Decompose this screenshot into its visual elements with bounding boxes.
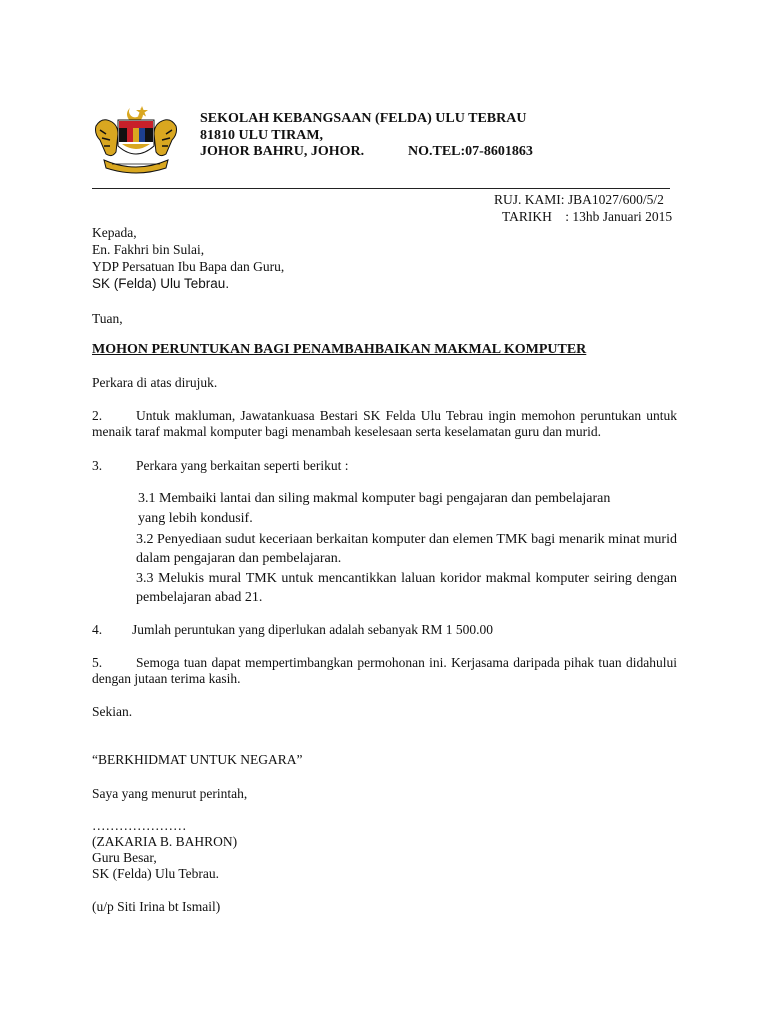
date-label: TARIKH — [502, 209, 552, 224]
attention-of: (u/p Siti Irina bt Ismail) — [92, 899, 221, 914]
address-line-1: 81810 ULU TIRAM, — [200, 128, 324, 143]
item-3-1-line-2: yang lebih kondusif. — [138, 511, 253, 526]
ruj-label: RUJ. KAMI: — [494, 192, 565, 207]
paragraph-3-text: Perkara yang berkaitan seperti berikut : — [136, 458, 349, 473]
signatory-name: (ZAKARIA B. BAHRON) — [92, 834, 238, 849]
header-divider — [92, 188, 670, 189]
signatory-school: SK (Felda) Ulu Tebrau. — [92, 866, 220, 881]
salutation: Tuan, — [92, 311, 123, 326]
ruj-value: JBA1027/600/5/2 — [567, 192, 664, 207]
item-3-3: 3.3 Melukis mural TMK untuk mencantikkan laluan koridor makmal komputer seiring dengan pembelajaran abad 21. — [136, 571, 677, 605]
signature-dots: ………………… — [92, 818, 187, 833]
closing-sekian: Sekian. — [92, 704, 133, 719]
letter-date — [502, 209, 672, 225]
paragraph-5-number: 5. — [92, 655, 103, 670]
signatory-title: Guru Besar, — [92, 850, 157, 865]
address-line-2: JOHOR BAHRU, JOHOR. — [200, 144, 365, 159]
paragraph-1: Perkara di atas dirujuk. — [92, 375, 218, 390]
paragraph-4-number: 4. — [92, 622, 103, 637]
item-3-1-line-1: 3.1 Membaiki lantai dan siling makmal komputer bagi pengajaran dan pembelajaran — [138, 491, 611, 506]
closing-motto: “BERKHIDMAT UNTUK NEGARA” — [92, 752, 303, 767]
recipient-name: En. Fakhri bin Sulai, — [92, 242, 205, 257]
reference-number — [494, 192, 664, 208]
letter-subject: MOHON PERUNTUKAN BAGI PENAMBAHBAIKAN MAKMAL KOMPUTER — [92, 342, 587, 357]
paragraph-4-text: Jumlah peruntukan yang diperlukan adalah sebanyak RM 1 500.00 — [132, 622, 494, 637]
paragraph-3-number: 3. — [92, 458, 103, 473]
phone-number: NO.TEL:07-8601863 — [408, 144, 533, 159]
coat-of-arms-icon — [88, 104, 184, 176]
recipient-to: Kepada, — [92, 225, 137, 240]
closing-saya: Saya yang menurut perintah, — [92, 786, 248, 801]
date-value: : 13hb Januari 2015 — [565, 209, 673, 224]
paragraph-2-number: 2. — [92, 408, 103, 423]
recipient-organisation: SK (Felda) Ulu Tebrau. — [92, 276, 230, 291]
paragraph-5-text: Semoga tuan dapat mempertimbangkan permohonan ini. Kerjasama daripada pihak tuan didahului dengan jutaan terima kasih. — [92, 655, 677, 686]
school-name: SEKOLAH KEBANGSAAN (FELDA) ULU TEBRAU — [200, 111, 527, 126]
paragraph-2-text: Untuk makluman, Jawatankuasa Bestari SK Felda Ulu Tebrau ingin memohon peruntukan untuk menaik taraf makmal komputer bagi menambah keselesaan serta keselamatan guru dan murid. — [92, 408, 677, 439]
item-3-2: 3.2 Penyediaan sudut keceriaan berkaitan komputer dan elemen TMK bagi menarik minat murid dalam pengajaran dan pembelajaran. — [136, 532, 677, 566]
recipient-position: YDP Persatuan Ibu Bapa dan Guru, — [92, 259, 285, 274]
